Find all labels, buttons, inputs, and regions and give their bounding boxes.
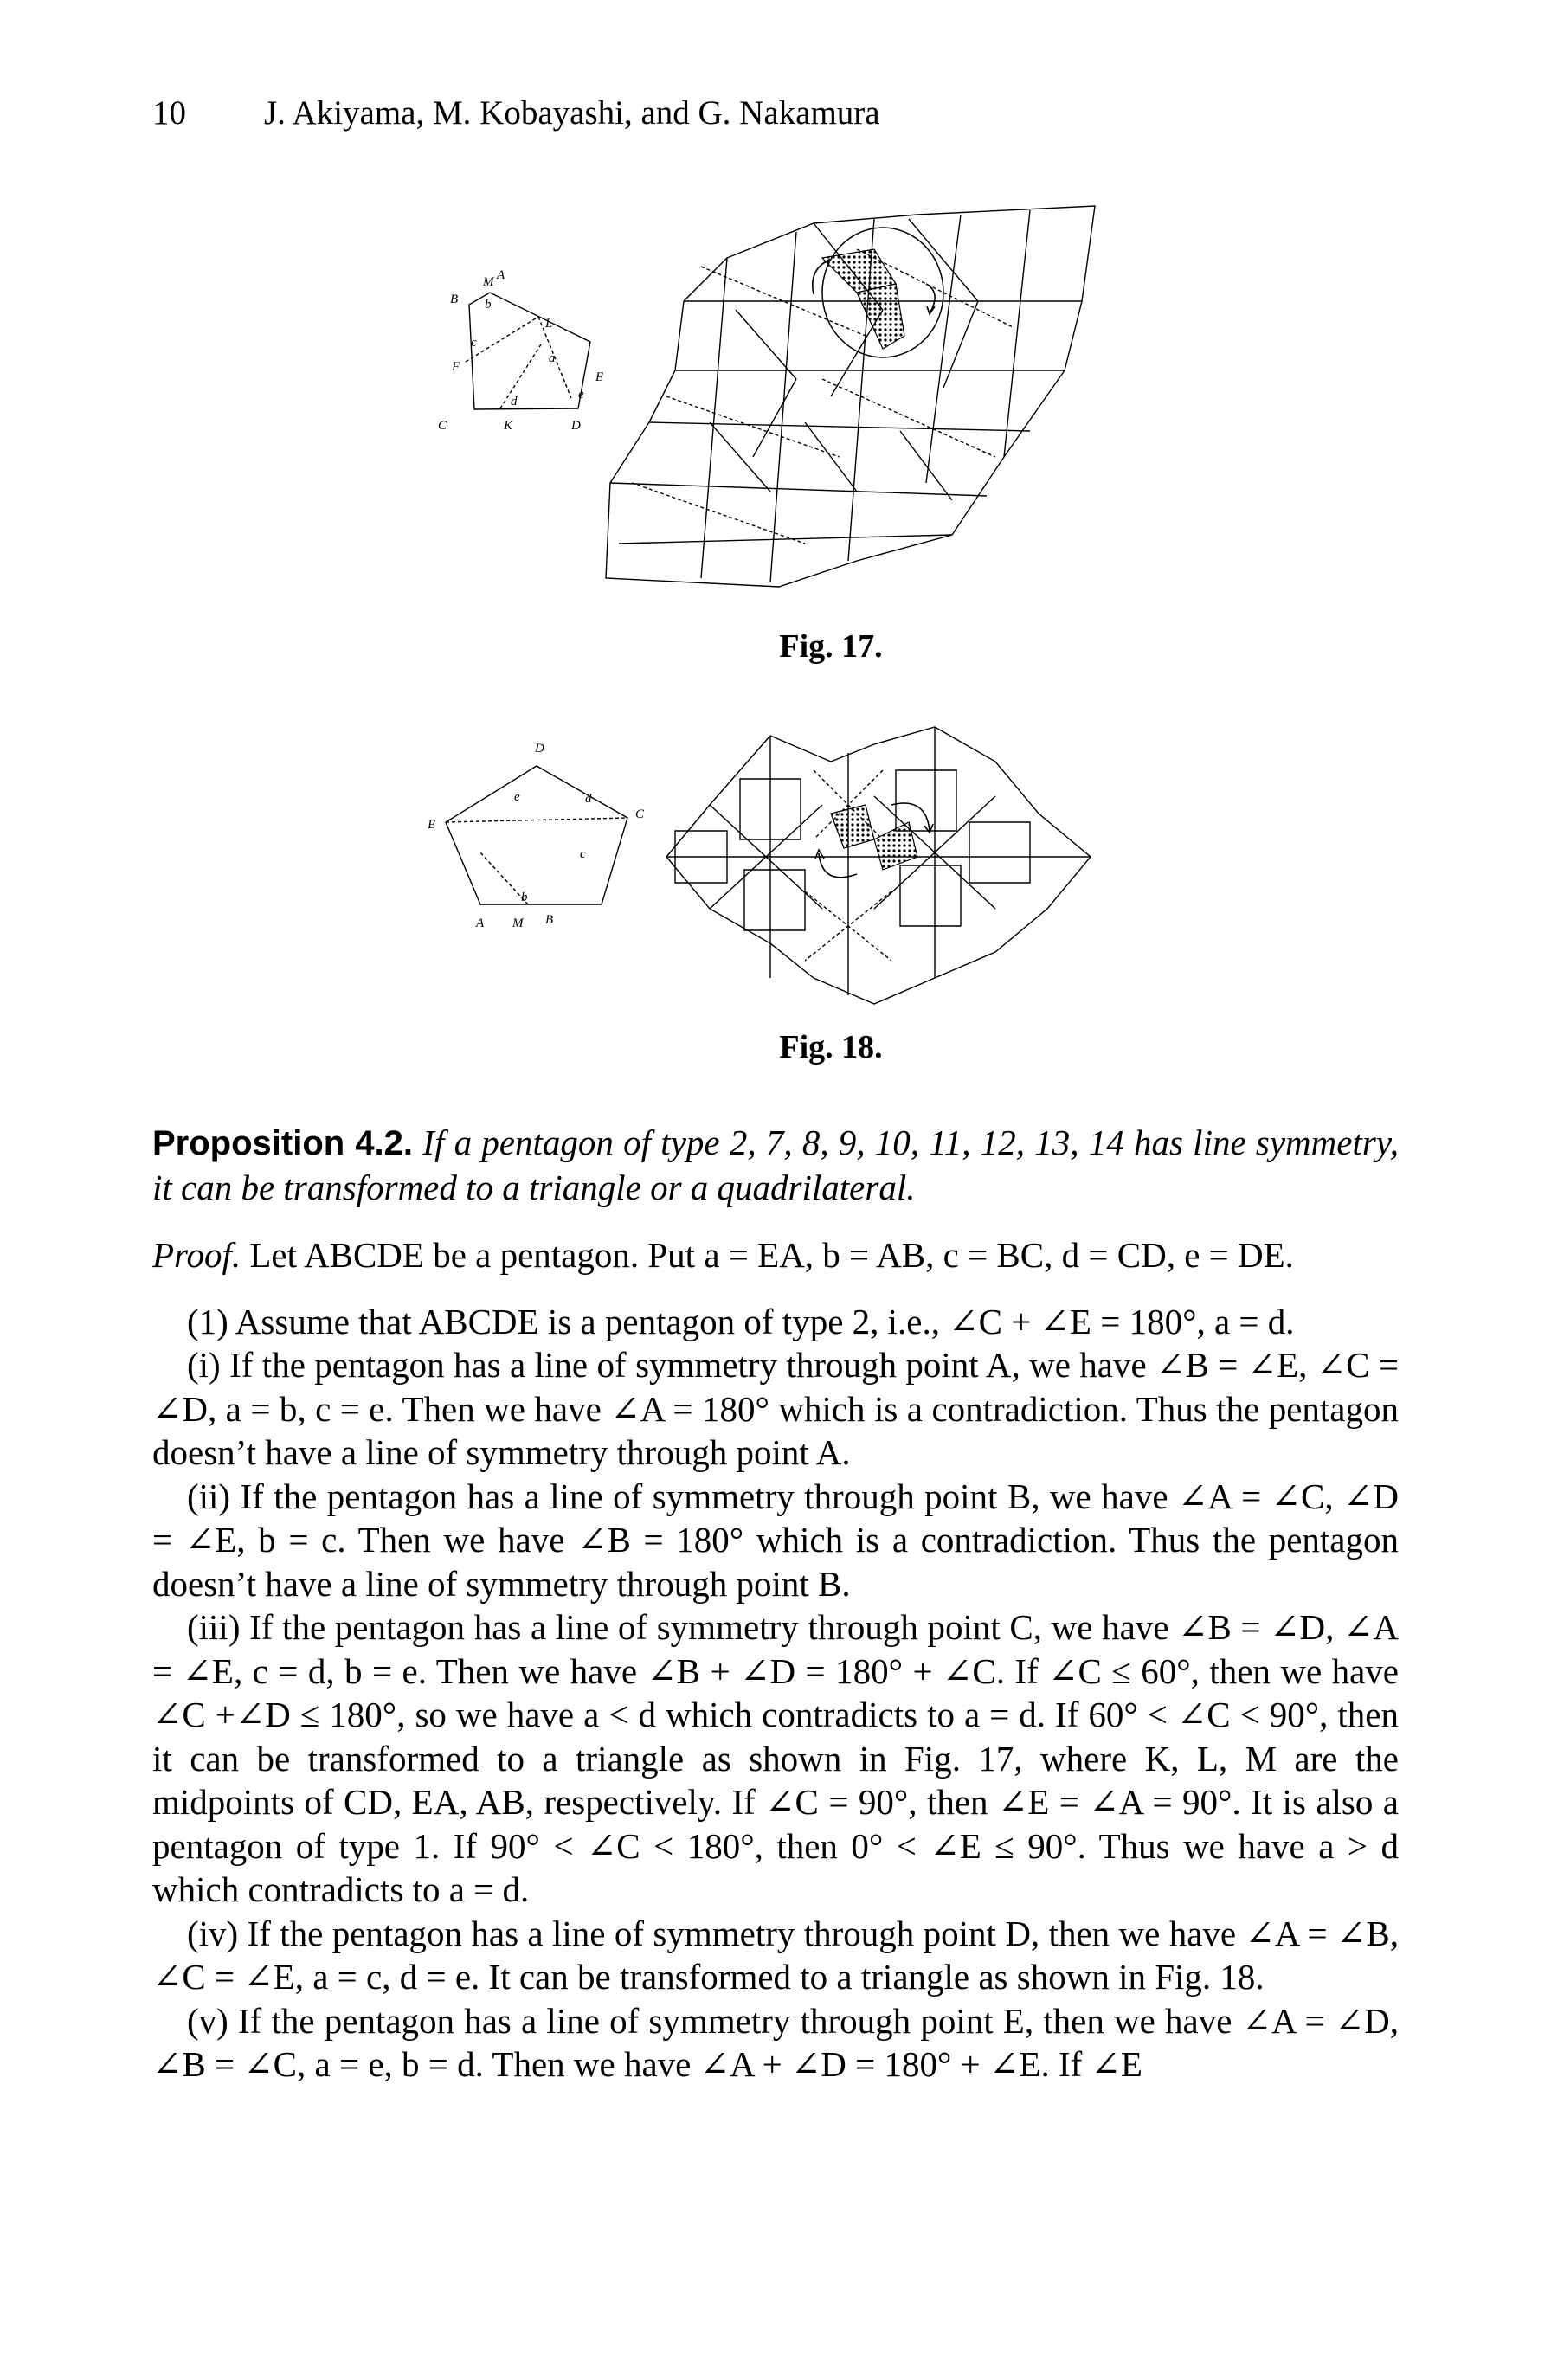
fig18-label-M: M (512, 917, 524, 930)
fig18-tiling-outline (666, 727, 1091, 1004)
proposition-block (152, 1121, 1399, 1209)
fig18-label-C: C (635, 807, 645, 821)
fig17-shaded-pentagon-2 (857, 284, 904, 349)
fig17-tiling-row-lines (610, 301, 1082, 544)
fig17-label-L: L (545, 317, 553, 331)
fig17-label-C: C (438, 419, 447, 433)
running-header-authors: J. Akiyama, M. Kobayashi, and G. Nakamura (264, 94, 880, 132)
fig17-label-a: a (549, 351, 556, 365)
fig18-label-c: c (580, 847, 586, 861)
fig17-label-E: E (595, 370, 604, 384)
proof-label: Proof. (152, 1235, 241, 1275)
fig18-tiling-squares (675, 770, 1030, 930)
fig18-label-b: b (521, 891, 528, 904)
proposition-statement: If a pentagon of type 2, 7, 8, 9, 10, 11, 12, 13, 14 has line symmetry, it can be transformed to a triangle or a quadrilateral. (152, 1122, 1400, 1207)
fig18-shaded-pentagon-2 (874, 822, 917, 870)
fig18-inner-dashes (446, 818, 627, 904)
fig18-label-B: B (545, 913, 554, 927)
proof-paragraph-v: (v) If the pentagon has a line of symmetry through point E, then we have ∠A = ∠D, ∠B = ∠C, a = e, b = d. Then we have ∠A + ∠D = 180° + ∠E. If ∠E (152, 2000, 1399, 2084)
fig17-label-B: B (450, 293, 459, 306)
fig18-pentagon-outline (446, 766, 627, 904)
proof-intro: Let ABCDE be a pentagon. Put a = EA, b = AB, c = BC, d = CD, e = DE. (249, 1235, 1294, 1275)
fig18-pentagon-diagram (415, 731, 666, 939)
fig17-label-A: A (497, 268, 505, 282)
proposition-title: Proposition 4.2. (152, 1124, 414, 1162)
fig17-label-d: d (511, 395, 518, 408)
proof-paragraph-iii: (iii) If the pentagon has a line of symmetry through point C, we have ∠B = ∠D, ∠A = ∠E, c = d, b = e. Then we have ∠B + ∠D = 180° + ∠C. If ∠C ≤ 60°, then we have ∠C +∠D ≤ 180°, so we have a < d which contradicts to a = d. If 60° < ∠C < 90°, then it can be transformed to a triangle as shown in Fig. 17, where K, L, M are the midpoints of CD, EA, AB, respectively. If ∠C = 90°, then ∠E = ∠A = 90°. It is also a pentagon of type 1. If 90° < ∠C < 180°, then 0° < ∠E ≤ 90°. Thus we have a > d which contradicts to a = d. (152, 1607, 1399, 1909)
proof-block (152, 1233, 1399, 2087)
fig18-tiling-cross-lines (666, 727, 1091, 995)
proof-paragraph-iv: (iv) If the pentagon has a line of symmetry through point D, then we have ∠A = ∠B, ∠C = ∠E, a = c, d = e. It can be transformed to a triangle as shown in Fig. 18. (152, 1913, 1399, 1997)
page-number: 10 (152, 94, 186, 132)
proof-paragraph-i: (i) If the pentagon has a line of symmetry through point A, we have ∠B = ∠E, ∠C = ∠D, a = b, c = e. Then we have ∠A = 180° which is a contradiction. Thus the pentagon doesn’t have a line of symmetry through point A. (152, 1345, 1399, 1472)
fig17-caption: Fig. 17. (779, 628, 883, 665)
fig18-label-A: A (476, 917, 485, 930)
fig18-label-E: E (428, 818, 436, 832)
fig18-label-D: D (535, 742, 544, 756)
proof-paragraph-ii: (ii) If the pentagon has a line of symmetry through point B, we have ∠A = ∠C, ∠D = ∠E, b = c. Then we have ∠B = 180° which is a contradiction. Thus the pentagon doesn’t have a line of symmetry through point B. (152, 1476, 1399, 1604)
fig17-label-D: D (571, 419, 581, 433)
fig18-tiling (658, 718, 1099, 1013)
fig17-label-e: e (578, 388, 584, 402)
fig17-label-M: M (483, 275, 494, 289)
fig18-caption: Fig. 18. (779, 1029, 883, 1065)
fig18-shaded-pentagon-1 (831, 805, 874, 848)
fig17-inner-dashes (466, 317, 571, 408)
fig17-label-c: c (471, 336, 477, 350)
fig17-rotation-arrow-2 (926, 284, 935, 314)
proof-paragraph-1: (1) Assume that ABCDE is a pentagon of type 2, i.e., ∠C + ∠E = 180°, a = d. (187, 1301, 1295, 1341)
running-header (152, 93, 1407, 145)
fig17-label-F: F (452, 360, 460, 374)
fig18-rotation-arrow-2 (815, 850, 857, 878)
fig17-label-K: K (504, 419, 513, 433)
fig17-rotation-arrow-1 (813, 260, 829, 294)
fig17-tiling (597, 197, 1099, 587)
fig18-label-d: d (585, 792, 592, 806)
fig17-label-b: b (485, 298, 492, 312)
fig18-label-e: e (514, 790, 520, 804)
